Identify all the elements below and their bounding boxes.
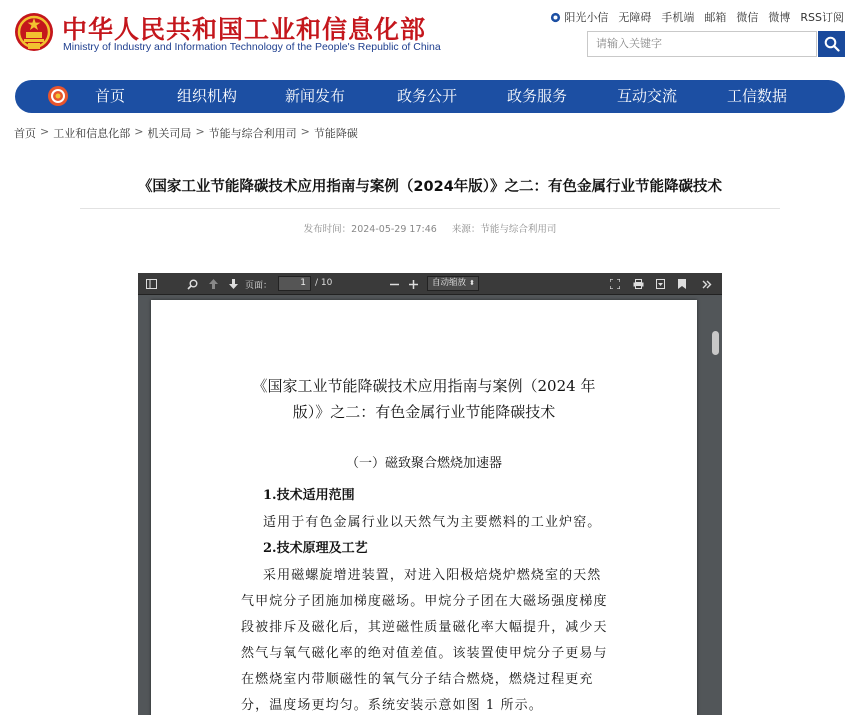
previous-page-icon[interactable] <box>206 277 220 291</box>
doc-section-heading: （一）磁致聚合燃烧加速器 <box>345 456 502 471</box>
main-nav <box>15 80 845 113</box>
publish-time: 发布时间：2024-05-29 17:46 <box>303 224 437 235</box>
doc-paragraph-line: 段被排斥及磁化后，其逆磁性质量磁化率大幅提升，减少天 <box>241 620 608 635</box>
doc-paragraph-line: 气甲烷分子团施加梯度磁场。甲烷分子团在大磁场强度梯度 <box>241 594 608 609</box>
national-emblem-icon[interactable] <box>14 10 54 54</box>
sidebar-toggle-icon[interactable] <box>144 277 158 291</box>
breadcrumb-energy-dept[interactable]: 节能与综合利用司 <box>208 127 297 140</box>
nav-item-home[interactable]: 首页 <box>95 87 126 105</box>
top-links <box>550 9 844 25</box>
top-link-wechat[interactable]: 微信 <box>736 11 759 24</box>
page-number-input[interactable]: 1 <box>278 276 311 291</box>
pdf-page <box>151 300 697 715</box>
search-input[interactable]: 请输入关键字 <box>587 31 817 57</box>
pdf-scrollbar[interactable] <box>708 295 722 715</box>
breadcrumb-current[interactable]: 节能降碳 <box>313 127 358 140</box>
top-link-label: 阳光小信 <box>564 11 609 24</box>
site-title-en: Ministry of Industry and Information Technology of the People's Republic of China <box>63 41 441 53</box>
breadcrumb-separator: > <box>195 125 205 138</box>
doc-title <box>151 373 697 425</box>
title-divider <box>80 208 780 209</box>
doc-paragraph-line: 然气与氧气磁化率的绝对值差值。该装置使甲烷分子更易与 <box>241 646 608 661</box>
nav-item-data[interactable]: 工信数据 <box>727 87 788 105</box>
article-meta <box>0 221 860 235</box>
nav-item-services[interactable]: 政务服务 <box>507 87 568 105</box>
fullscreen-icon[interactable] <box>608 277 622 291</box>
article-source: 来源：节能与综合利用司 <box>451 224 557 235</box>
page-total: / 10 <box>315 278 333 288</box>
top-link-mobile[interactable]: 手机端 <box>661 11 695 24</box>
doc-subheading-principle: 2.技术原理及工艺 <box>263 541 368 556</box>
zoom-in-icon[interactable] <box>406 277 420 291</box>
breadcrumb-separator: > <box>300 125 310 138</box>
breadcrumb-separator: > <box>134 125 144 138</box>
search-button[interactable] <box>818 31 845 57</box>
nav-item-news[interactable]: 新闻发布 <box>285 87 346 105</box>
doc-title-line: 版）》之二：有色金属行业节能降碳技术 <box>292 403 556 421</box>
pdf-toolbar <box>138 273 722 295</box>
top-link-accessibility[interactable]: 无障碍 <box>618 11 652 24</box>
print-icon[interactable] <box>631 277 645 291</box>
search-icon <box>824 36 840 52</box>
sun-icon <box>550 12 561 23</box>
doc-paragraph-line: 在燃烧室内带顺磁性的氧气分子结合燃烧，燃烧过程更充 <box>241 672 594 687</box>
breadcrumb-departments[interactable]: 机关司局 <box>147 127 192 140</box>
bookmark-icon[interactable] <box>675 277 689 291</box>
doc-subheading-scope: 1.技术适用范围 <box>263 488 355 503</box>
miit-logo-icon[interactable] <box>47 85 69 107</box>
site-title-cn[interactable]: 中华人民共和国工业和信息化部 <box>62 15 427 44</box>
nav-item-gov-affairs[interactable]: 政务公开 <box>397 87 458 105</box>
doc-paragraph: 适用于有色金属行业以天然气为主要燃料的工业炉窑。 <box>263 515 602 530</box>
breadcrumb-ministry[interactable]: 工业和信息化部 <box>53 127 131 140</box>
page-label: 页面： <box>245 281 273 291</box>
nav-item-organization[interactable]: 组织机构 <box>177 87 238 105</box>
page-title: 《国家工业节能降碳技术应用指南与案例（2024年版）》之二：有色金属行业节能降碳技术 <box>137 179 723 195</box>
top-link-sunshine[interactable] <box>550 9 608 25</box>
pdf-scrollbar-thumb[interactable] <box>712 331 719 355</box>
zoom-select[interactable]: 自动缩放 ⬍ <box>427 276 479 291</box>
doc-paragraph-line: 采用磁螺旋增进装置，对进入阳极焙烧炉燃烧室的天然 <box>263 568 602 583</box>
doc-paragraph-line: 分，温度场更均匀。系统安装示意如图 1 所示。 <box>241 698 543 713</box>
tools-chevron-icon[interactable] <box>700 277 714 291</box>
find-icon[interactable] <box>185 277 199 291</box>
doc-title-line: 《国家工业节能降碳技术应用指南与案例（2024 年 <box>252 377 596 395</box>
nav-item-interaction[interactable]: 互动交流 <box>617 87 678 105</box>
download-icon[interactable] <box>653 277 667 291</box>
top-link-weibo[interactable]: 微博 <box>768 11 791 24</box>
breadcrumb-home[interactable]: 首页 <box>14 127 36 140</box>
breadcrumb <box>14 125 358 141</box>
breadcrumb-separator: > <box>40 125 50 138</box>
zoom-out-icon[interactable] <box>387 277 401 291</box>
top-link-mail[interactable]: 邮箱 <box>704 11 727 24</box>
top-link-rss[interactable]: RSS订阅 <box>800 11 844 24</box>
pdf-viewer <box>138 273 722 715</box>
next-page-icon[interactable] <box>226 277 240 291</box>
site-header <box>0 0 860 76</box>
